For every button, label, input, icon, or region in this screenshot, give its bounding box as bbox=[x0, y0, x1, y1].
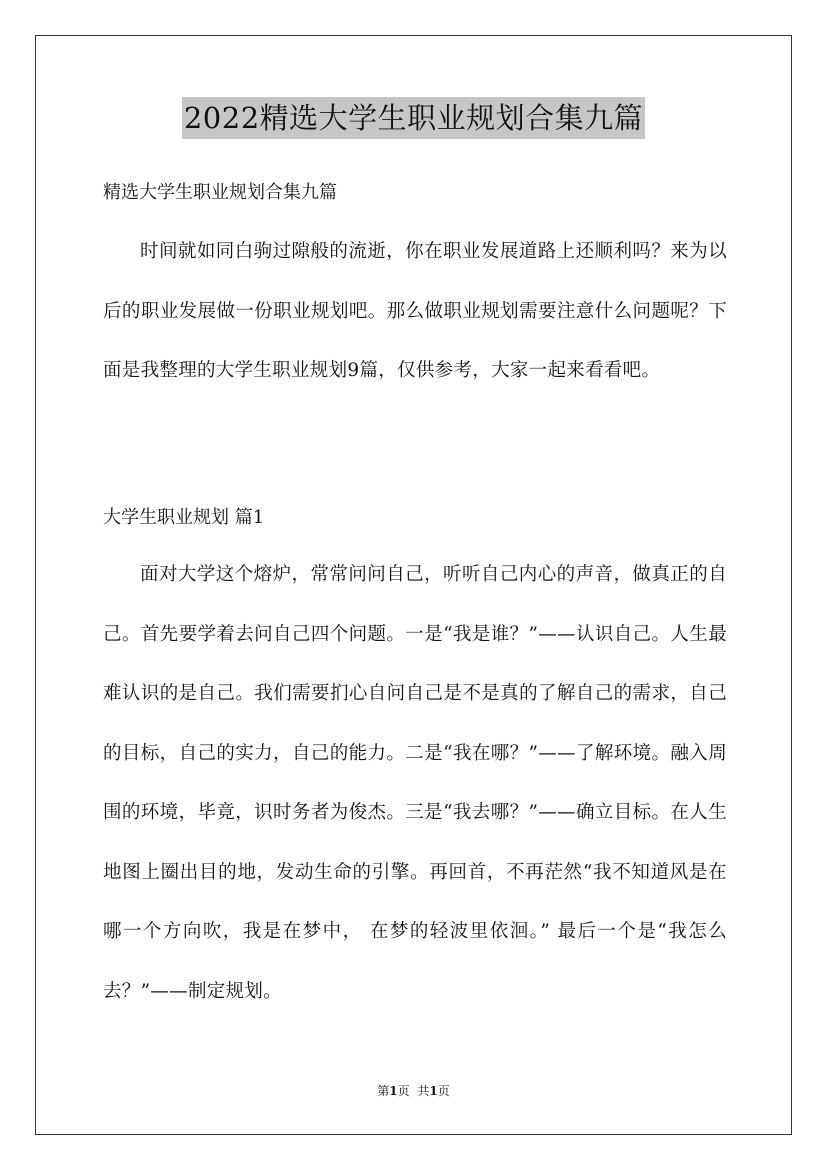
document-title: 2022精选大学生职业规划合集九篇 bbox=[182, 97, 645, 139]
total-suffix: 页 bbox=[437, 1084, 450, 1098]
page-number: 1 bbox=[389, 1084, 398, 1098]
intro-paragraph: 时间就如同白驹过隙般的流逝，你在职业发展道路上还顺利吗？来为以后的职业发展做一份职业规划吧。那么做职业规划需要注意什么问题呢？下面是我整理的大学生职业规划9篇，仅供参考，大家一起来看看吧。 bbox=[103, 241, 727, 381]
page-suffix: 页 bbox=[397, 1084, 410, 1098]
total-prefix: 共 bbox=[417, 1084, 430, 1098]
document-subtitle: 精选大学生职业规划合集九篇 bbox=[103, 182, 337, 203]
title-container bbox=[0, 97, 827, 139]
total-pages: 1 bbox=[429, 1084, 438, 1098]
page-prefix: 第 bbox=[377, 1084, 390, 1098]
section-paragraph: 面对大学这个熔炉，常常问问自己，听听自己内心的声音，做真正的自己。首先要学着去问自己四个问题。一是“我是谁？”——认识自己。人生最难认识的是自己。我们需要扪心自问自己是不是真的了解自己的需求，自己的目标，自己的实力，自己的能力。二是“我在哪？”——了解环境。融入周围的环境，毕竟，识时务者为俊杰。三是“我去哪？”——确立目标。在人生地图上圈出目的地，发动生命的引擎。再回首，不再茫然“我不知道风是在哪一个方向吹，我是在梦中， 在梦的轻波里依洄。” 最后一个是“我怎么去？”——制定规划。 bbox=[103, 564, 727, 1002]
page-footer bbox=[0, 1082, 827, 1100]
section-heading: 大学生职业规划 篇1 bbox=[103, 507, 265, 528]
